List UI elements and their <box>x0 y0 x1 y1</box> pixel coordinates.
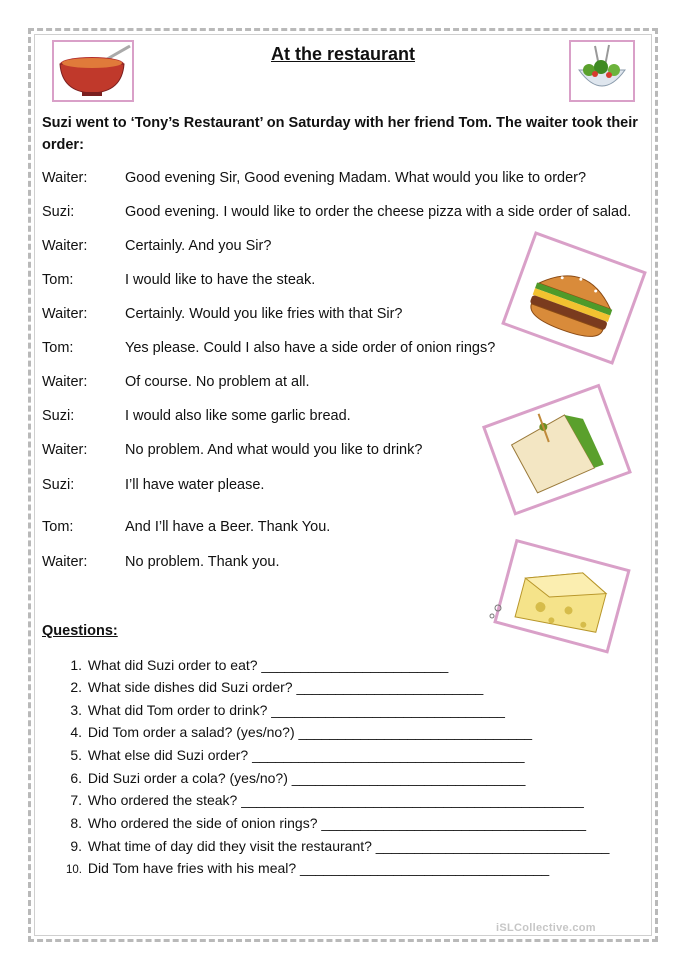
question-item <box>50 724 532 744</box>
question-text: What else did Suzi order? ___________________________________ <box>87 747 525 763</box>
question-number: 4. <box>70 724 82 740</box>
question-text: What time of day did they visit the restaurant? ______________________________ <box>87 838 610 854</box>
question-number: 7. <box>70 792 82 808</box>
question-item <box>50 770 525 790</box>
dialogue-line: No problem. Thank you. <box>125 554 280 570</box>
question-item <box>50 747 525 767</box>
question-number: 8. <box>70 815 82 831</box>
question-text: Did Tom order a salad? (yes/no?) ______________________________ <box>87 724 533 740</box>
speaker-label: Waiter: <box>42 554 88 570</box>
dialogue-line: And I’ll have a Beer. Thank You. <box>125 519 331 535</box>
speaker-label: Waiter: <box>42 306 88 322</box>
speaker-label: Suzi: <box>42 204 75 220</box>
question-text: What side dishes did Suzi order? ________________________ <box>87 679 484 695</box>
question-text: Did Suzi order a cola? (yes/no?) ______________________________ <box>87 770 526 786</box>
speaker-label: Tom: <box>42 519 74 535</box>
dialogue-row <box>42 204 652 224</box>
dialogue-row <box>42 272 652 292</box>
question-item <box>50 702 505 722</box>
dialogue-row <box>42 374 652 394</box>
question-number: 1. <box>70 657 82 673</box>
dialogue-line: I would also like some garlic bread. <box>125 408 351 424</box>
question-item <box>50 838 609 858</box>
dialogue-line: Of course. No problem at all. <box>125 374 310 390</box>
intro-paragraph: Suzi went to ‘Tony’s Restaurant’ on Saturday with her friend Tom. The waiter took their order: <box>42 115 638 153</box>
dialogue-line: I would like to have the steak. <box>125 272 316 288</box>
question-text: Who ordered the side of onion rings? __________________________________ <box>87 815 587 831</box>
speaker-label: Suzi: <box>42 477 75 493</box>
dialogue-row <box>42 306 652 326</box>
dialogue-row <box>42 554 652 574</box>
question-text: Did Tom have fries with his meal? ________________________________ <box>87 860 550 876</box>
dialogue-line: Certainly. Would you like fries with that Sir? <box>125 306 403 322</box>
speaker-label: Waiter: <box>42 374 88 390</box>
question-item <box>50 679 483 699</box>
page-title: At the restaurant <box>270 44 416 64</box>
speaker-label: Waiter: <box>42 238 88 254</box>
dialogue-line: Good evening Sir, Good evening Madam. What would you like to order? <box>125 170 587 186</box>
question-number: 6. <box>70 770 82 786</box>
dialogue-line: I’ll have water please. <box>125 477 265 493</box>
dialogue-row <box>42 238 652 258</box>
question-number: 3. <box>70 702 82 718</box>
question-number: 10. <box>66 864 82 876</box>
question-item <box>50 792 584 812</box>
dialogue-line: Yes please. Could I also have a side order of onion rings? <box>125 340 496 356</box>
question-number: 5. <box>70 747 82 763</box>
dialogue-row <box>42 170 652 190</box>
speaker-label: Tom: <box>42 272 74 288</box>
speaker-label: Waiter: <box>42 170 88 186</box>
question-item <box>50 657 448 677</box>
dialogue-row <box>42 442 652 462</box>
question-item <box>50 815 586 835</box>
question-number: 2. <box>70 679 82 695</box>
dialogue-line: Certainly. And you Sir? <box>125 238 272 254</box>
dialogue-line: No problem. And what would you like to drink? <box>125 442 423 458</box>
dialogue-row <box>42 519 652 539</box>
question-text: Who ordered the steak? ____________________________________________ <box>87 792 584 808</box>
question-item <box>50 860 549 880</box>
question-number: 9. <box>70 838 82 854</box>
speaker-label: Waiter: <box>42 442 88 458</box>
speaker-label: Tom: <box>42 340 74 356</box>
dialogue-row <box>42 477 652 497</box>
dialogue-row <box>42 408 652 428</box>
dialogue-row <box>42 340 652 360</box>
question-text: What did Suzi order to eat? ________________________ <box>87 657 449 673</box>
watermark: iSLCollective.com <box>496 922 596 934</box>
question-text: What did Tom order to drink? ______________________________ <box>87 702 505 718</box>
questions-heading: Questions: <box>42 623 118 639</box>
dialogue-line: Good evening. I would like to order the cheese pizza with a side order of salad. <box>125 204 632 220</box>
speaker-label: Suzi: <box>42 408 75 424</box>
